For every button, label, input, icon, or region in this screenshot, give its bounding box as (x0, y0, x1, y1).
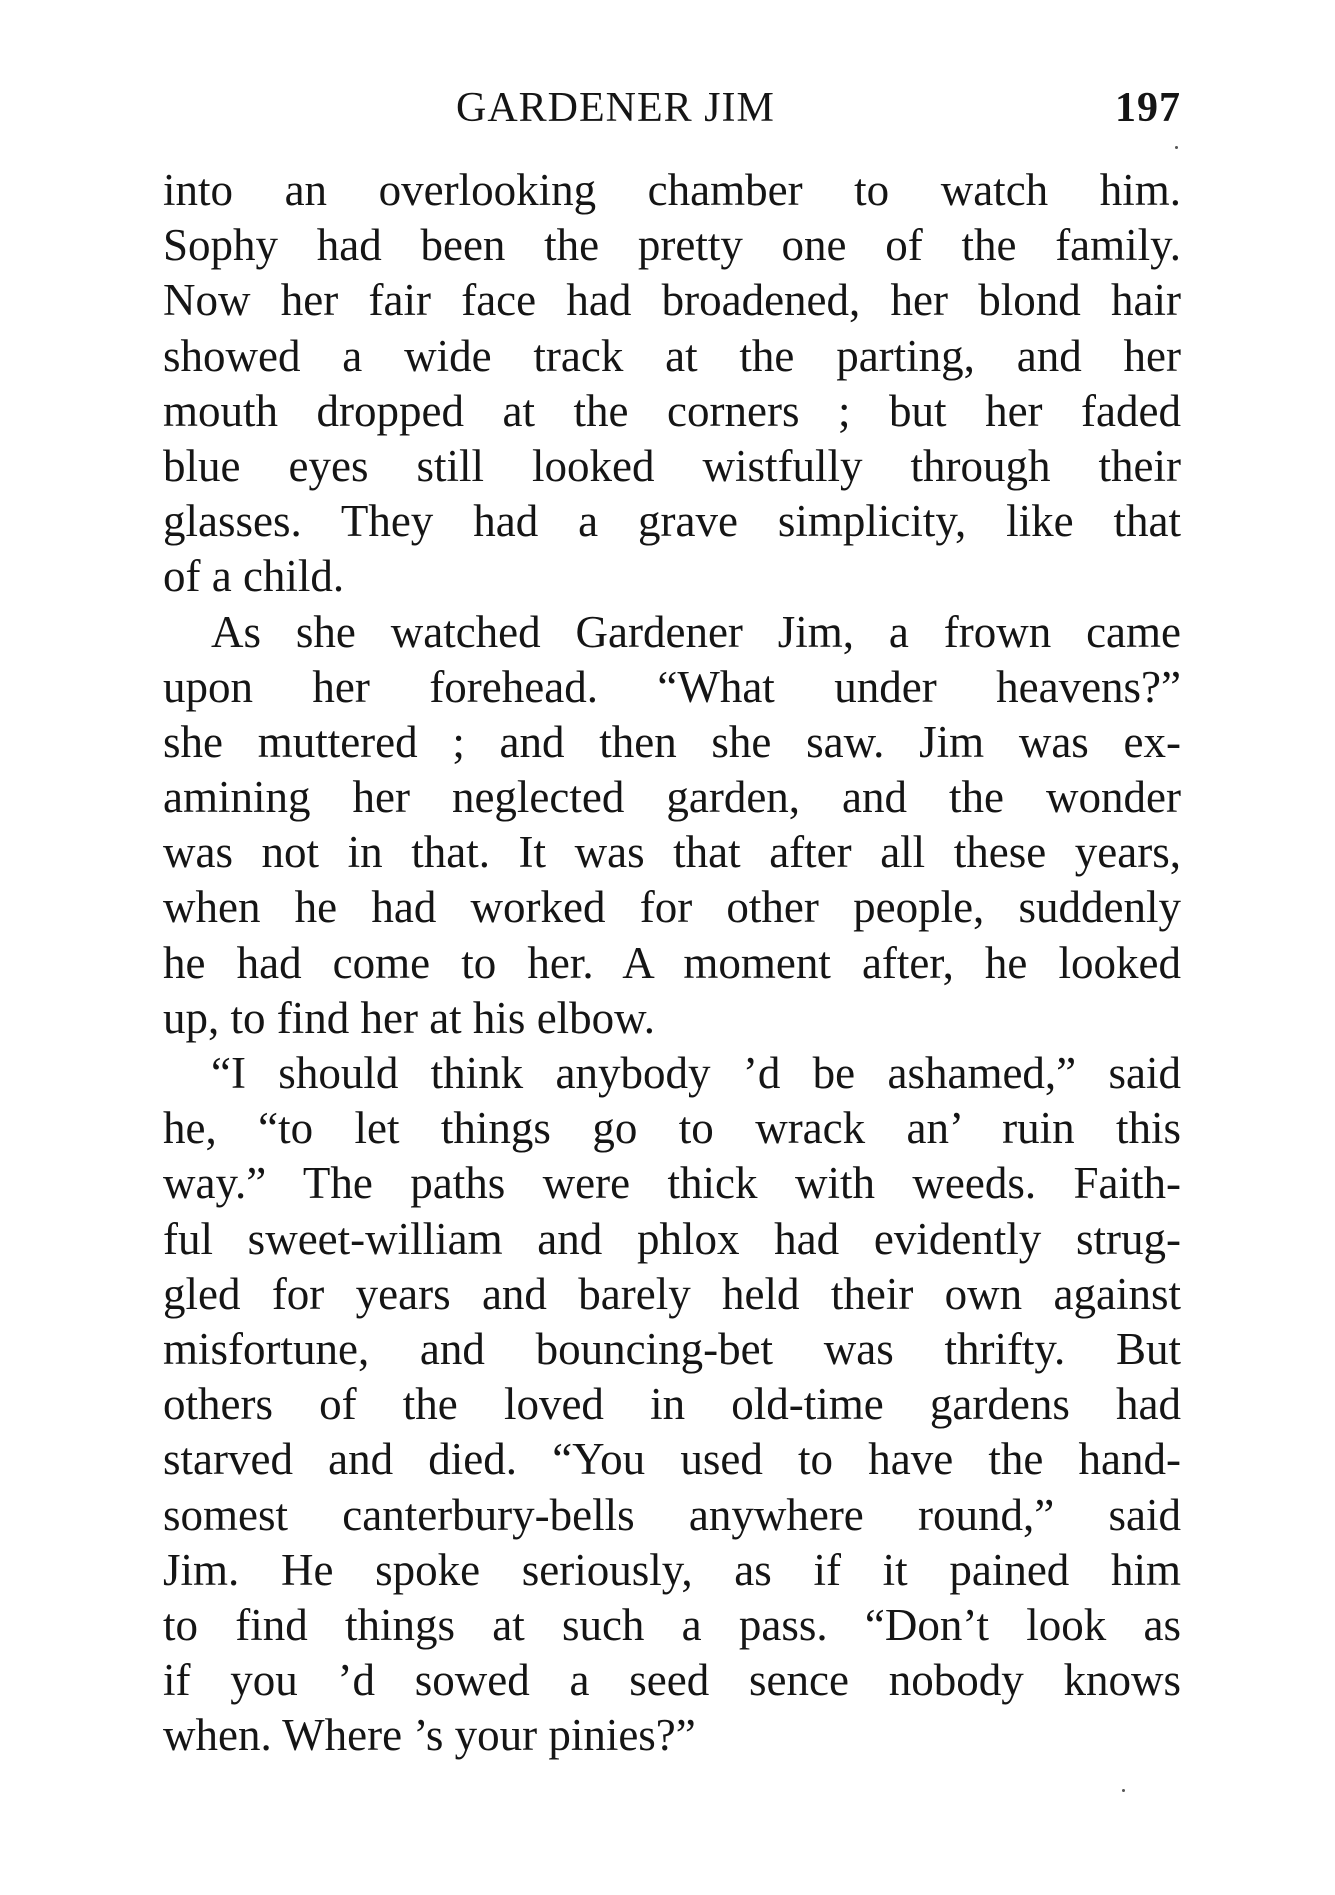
text-line: amining her neglected garden, and the wonder (163, 772, 1181, 823)
text-line: mouth dropped at the corners ; but her faded (163, 385, 1181, 436)
text-line: showed a wide track at the parting, and her (163, 330, 1181, 381)
text-line: he had come to her. A moment after, he looked (163, 937, 1181, 988)
text-line: gled for years and barely held their own against (163, 1268, 1181, 1319)
text-line: he, “to let things go to wrack an’ ruin this (163, 1103, 1181, 1154)
text-line: into an overlooking chamber to watch him. (163, 165, 1181, 215)
text-line: if you ’d sowed a seed sence nobody knows (163, 1655, 1181, 1706)
text-line: As she watched Gardener Jim, a frown came (211, 606, 1181, 657)
text-line: starved and died. “You used to have the hand- (163, 1434, 1181, 1485)
text-line: when. Where ’s your pinies?” (163, 1710, 696, 1761)
text-line: was not in that. It was that after all these years, (163, 827, 1181, 878)
running-title: GARDENER JIM (456, 85, 775, 131)
text-line: others of the loved in old-time gardens had (163, 1379, 1181, 1430)
text-line: up, to find her at his elbow. (163, 992, 655, 1043)
running-head (163, 78, 1181, 138)
text-line: Sophy had been the pretty one of the family. (163, 220, 1181, 271)
text-line: ful sweet-william and phlox had evidently strug- (163, 1213, 1181, 1264)
text-line: when he had worked for other people, suddenly (163, 882, 1181, 933)
text-line: to find things at such a pass. “Don’t look as (163, 1599, 1181, 1650)
body-text (163, 163, 1181, 1763)
print-speck (1175, 146, 1178, 149)
text-line: she muttered ; and then she saw. Jim was ex- (163, 716, 1181, 767)
text-line: glasses. They had a grave simplicity, like that (163, 496, 1181, 547)
text-line: upon her forehead. “What under heavens?” (163, 661, 1181, 712)
text-line: “I should think anybody ’d be ashamed,” said (211, 1048, 1181, 1098)
text-line: Jim. He spoke seriously, as if it pained him (163, 1544, 1181, 1595)
print-speck (1122, 1789, 1125, 1792)
text-line: blue eyes still looked wistfully through their (163, 440, 1181, 491)
text-line: Now her fair face had broadened, her blond hair (163, 275, 1181, 326)
text-line: misfortune, and bouncing-bet was thrifty. But (163, 1323, 1181, 1374)
text-line: way.” The paths were thick with weeds. Faith- (163, 1158, 1181, 1209)
page-number: 197 (1115, 85, 1181, 131)
text-line: somest canterbury-bells anywhere round,” said (163, 1489, 1181, 1540)
text-line: of a child. (163, 551, 345, 602)
